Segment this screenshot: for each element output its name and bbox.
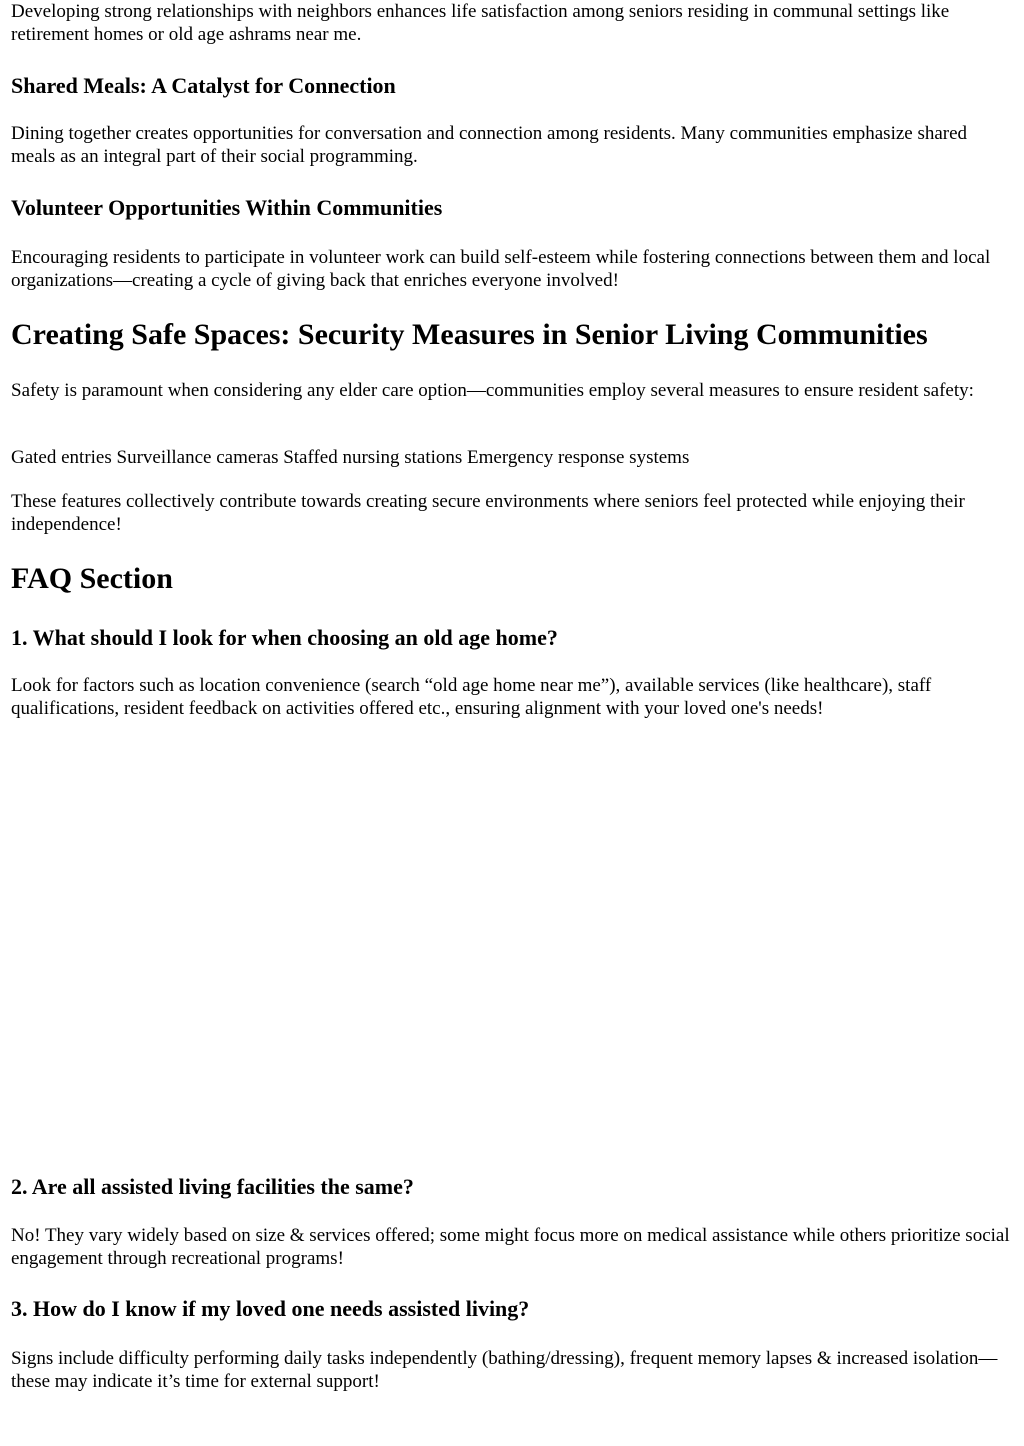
safety-outro-paragraph: These features collectively contribute towards creating secure environments where seniors feel protected while enjoying their independence! xyxy=(11,491,965,535)
faq-answer-3: Signs include difficulty performing daily tasks independently (bathing/dressing), frequent memory lapses & increased isolation—these may indicate it’s time for external support! xyxy=(11,1348,998,1392)
intro-paragraph: Developing strong relationships with neighbors enhances life satisfaction among seniors residing in communal settings like retirement homes or old age ashrams near me. xyxy=(11,1,950,45)
safety-heading: Creating Safe Spaces: Security Measures in Senior Living Communities xyxy=(11,318,928,351)
faq-heading: FAQ Section xyxy=(11,562,173,595)
volunteer-paragraph: Encouraging residents to participate in volunteer work can build self-esteem while fostering connections between them and local organizations—creating a cycle of giving back that enriches everyone involved! xyxy=(11,247,991,291)
safety-measures-list: Gated entries Surveillance cameras Staffed nursing stations Emergency response systems xyxy=(11,447,690,468)
faq-answer-1: Look for factors such as location convenience (search “old age home near me”), available services (like healthcare), staff qualifications, resident feedback on activities offered etc., ensuring alignment with your loved one's needs! xyxy=(11,675,932,719)
faq-answer-2: No! They vary widely based on size & services offered; some might focus more on medical assistance while others prioritize social engagement through recreational programs! xyxy=(11,1225,1010,1269)
volunteer-heading: Volunteer Opportunities Within Communities xyxy=(11,195,443,220)
faq-question-3: 3. How do I know if my loved one needs assisted living? xyxy=(11,1296,530,1321)
faq-question-2: 2. Are all assisted living facilities the same? xyxy=(11,1174,414,1199)
shared-meals-heading: Shared Meals: A Catalyst for Connection xyxy=(11,73,396,98)
faq-question-1: 1. What should I look for when choosing an old age home? xyxy=(11,625,558,650)
shared-meals-paragraph: Dining together creates opportunities for conversation and connection among residents. Many communities emphasize shared meals as an integral part of their social programming. xyxy=(11,123,968,167)
safety-intro-paragraph: Safety is paramount when considering any elder care option—communities employ several measures to ensure resident safety: xyxy=(11,380,974,401)
